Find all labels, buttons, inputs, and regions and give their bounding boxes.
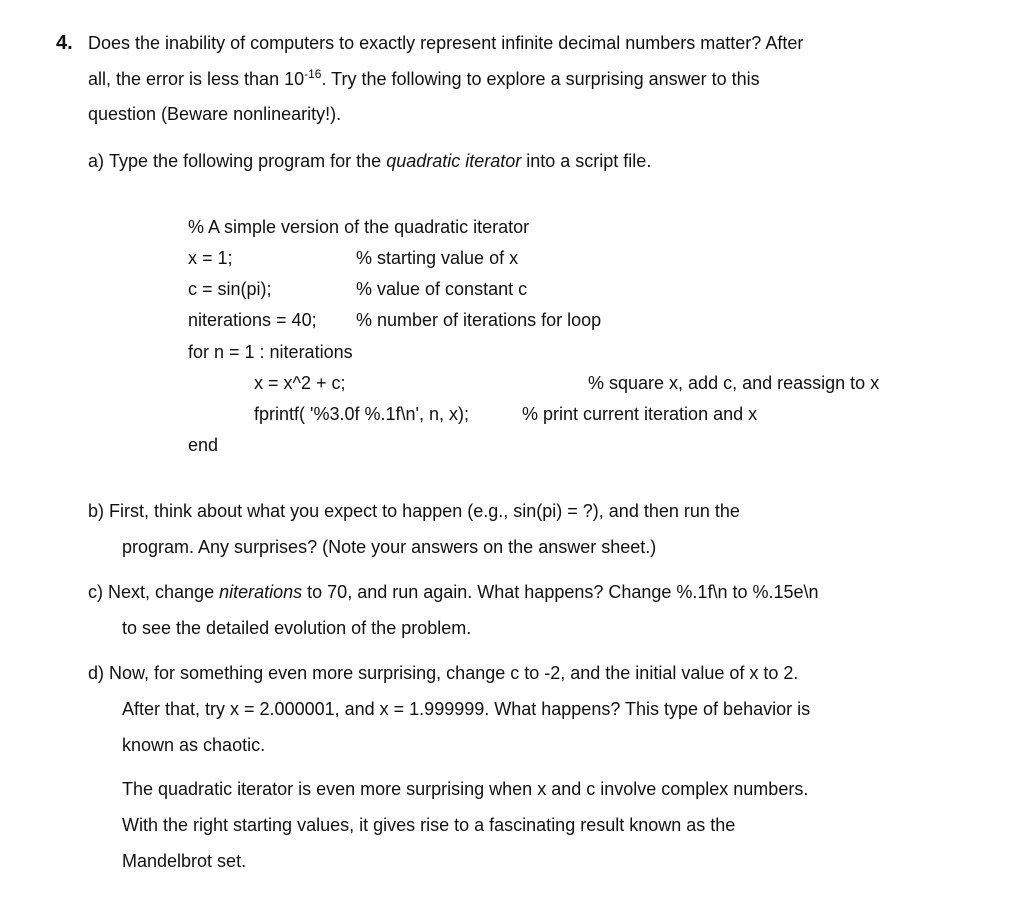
part-b-text: First, think about what you expect to happen (e.g., sin(pi) = ?), and then run the xyxy=(109,501,740,521)
part-a-emphasis: quadratic iterator xyxy=(386,151,522,171)
code-line-6-comment: % square x, add c, and reassign to x xyxy=(588,373,880,393)
code-line-2-comment: % starting value of x xyxy=(356,248,519,268)
code-line-2: x = 1; xyxy=(188,248,233,268)
part-a-text: Type the following program for the xyxy=(109,151,387,171)
part-c-line-2: to see the detailed evolution of the problem. xyxy=(122,618,472,638)
part-d-label: d) xyxy=(88,663,105,683)
part-c-text-rest: to 70, and run again. What happens? Change %.1f\n to %.15e\n xyxy=(302,582,819,602)
question-number: 4. xyxy=(56,32,73,54)
part-c-emphasis: niterations xyxy=(219,582,303,602)
code-line-4: niterations = 40; xyxy=(188,310,317,330)
code-line-7-comment: % print current iteration and x xyxy=(522,404,758,424)
part-b-line-1 xyxy=(88,500,740,522)
closing-line-3: Mandelbrot set. xyxy=(122,851,247,871)
code-line-6: x = x^2 + c; xyxy=(254,373,346,393)
part-d-line-3: known as chaotic. xyxy=(122,735,266,755)
code-line-4-comment: % number of iterations for loop xyxy=(356,310,602,330)
code-line-3: c = sin(pi); xyxy=(188,279,272,299)
part-c-label: c) xyxy=(88,582,103,602)
code-line-1: % A simple version of the quadratic iterator xyxy=(188,217,530,237)
code-line-7: fprintf( '%3.0f %.1f\n', n, x); xyxy=(254,404,469,424)
intro-line-2-text: all, the error is less than 10 xyxy=(88,69,305,89)
closing-line-1: The quadratic iterator is even more surprising when x and c involve complex numbers. xyxy=(122,779,809,799)
closing-line-2: With the right starting values, it gives rise to a fascinating result known as the xyxy=(122,815,736,835)
part-d-line-1 xyxy=(88,662,798,684)
intro-line-2-rest: . Try the following to explore a surprising answer to this xyxy=(321,69,760,89)
exponent: -16 xyxy=(304,67,322,81)
intro-line-1: Does the inability of computers to exactly represent infinite decimal numbers matter? After xyxy=(88,33,804,53)
part-a-label: a) xyxy=(88,151,105,171)
part-d-line-2: After that, try x = 2.000001, and x = 1.999999. What happens? This type of behavior is xyxy=(122,699,811,719)
part-c-text: Next, change xyxy=(108,582,220,602)
intro-line-2 xyxy=(88,68,760,90)
part-b-line-2: program. Any surprises? (Note your answers on the answer sheet.) xyxy=(122,537,657,557)
code-line-5: for n = 1 : niterations xyxy=(188,342,353,362)
part-d-text: Now, for something even more surprising, change c to -2, and the initial value of x to 2. xyxy=(109,663,799,683)
part-b-label: b) xyxy=(88,501,105,521)
part-a-text-rest: into a script file. xyxy=(521,151,652,171)
intro-line-3: question (Beware nonlinearity!). xyxy=(88,104,342,124)
part-c-line-1 xyxy=(88,581,819,603)
code-line-3-comment: % value of constant c xyxy=(356,279,528,299)
code-line-8: end xyxy=(188,435,219,455)
part-a xyxy=(88,150,651,172)
